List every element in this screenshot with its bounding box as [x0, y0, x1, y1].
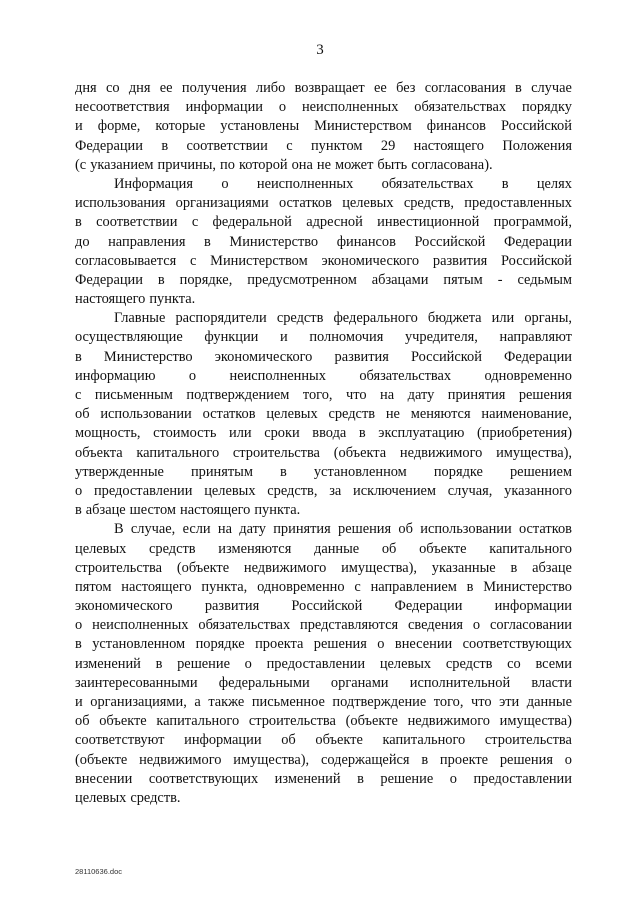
- text-line: информацию о неисполненных обязательствах одновременно: [75, 367, 572, 384]
- text-line: настоящего пункта.: [75, 291, 196, 308]
- text-line: соответствуют информации об объекте капитального строительства: [75, 732, 572, 749]
- text-line: Главные распорядители средств федерального бюджета или органы,: [114, 310, 572, 327]
- text-line: в Министерство экономического развития Российской Федерации: [75, 348, 572, 365]
- text-line: строительства (объекте недвижимого имущества), указанные в абзаце: [75, 559, 572, 576]
- text-line: в абзаце шестом настоящего пункта.: [75, 502, 301, 519]
- text-line: В случае, если на дату принятия решения об использовании остатков: [114, 521, 572, 538]
- text-line: целевых средств изменяются данные об объекте капитального: [75, 540, 572, 557]
- text-line: (с указанием причины, по которой она не может быть согласована).: [75, 156, 493, 173]
- text-line: о неисполненных обязательствах представляются сведения о согласовании: [75, 617, 572, 634]
- text-line: с письменным подтверждением того, что на дату принятия решения: [75, 387, 572, 403]
- text-line: об использовании остатков целевых средств не меняются наименование,: [75, 406, 572, 423]
- text-line: внесении соответствующих изменений в решение о предоставлении: [75, 770, 572, 787]
- text-line: о предоставлении целевых средств, за исключением случая, указанного: [75, 482, 572, 499]
- text-line: осуществляющие функции и полномочия учредителя, направляют: [75, 329, 572, 346]
- text-line: экономического развития Российской Федерации информации: [75, 598, 572, 615]
- text-line: объекта капитального строительства (объекта недвижимого имущества),: [75, 444, 572, 461]
- text-line: целевых средств.: [75, 789, 181, 806]
- text-line: изменений в решение о предоставлении целевых средств со всеми: [75, 655, 572, 672]
- text-line: использования организациями остатков целевых средств, предоставленных: [75, 195, 572, 212]
- text-line: пятом настоящего пункта, одновременно с направлением в Министерство: [75, 578, 572, 595]
- text-line: согласовывается с Министерством экономического развития Российской: [75, 252, 572, 269]
- text-line: Федерации в соответствии с пунктом 29 настоящего Положения: [75, 137, 572, 154]
- text-line: об объекте капитального строительства (объекте недвижимого имущества): [75, 713, 572, 730]
- text-line: до направления в Министерство финансов Российской Федерации: [75, 233, 572, 250]
- text-line: несоответствия информации о неисполненных обязательствах порядку: [75, 99, 572, 116]
- text-line: Информация о неисполненных обязательствах в целях: [114, 175, 572, 192]
- text-line: в установленном порядке проекта решения о внесении соответствующих: [75, 636, 572, 653]
- text-line: (объекте недвижимого имущества), содержащейся в проекте решения о: [75, 751, 572, 768]
- text-line: Федерации в порядке, предусмотренном абзацами пятым - седьмым: [75, 271, 572, 288]
- text-line: дня со дня ее получения либо возвращает ее без согласования в случае: [75, 80, 572, 96]
- document-code: 28110636.doc: [75, 867, 122, 876]
- text-line: утвержденные принятым в установленном порядке решением: [75, 463, 572, 480]
- text-line: заинтересованными федеральными органами исполнительной власти: [75, 674, 572, 691]
- body-text: [75, 79, 572, 808]
- text-line: в соответствии с федеральной адресной инвестиционной программой,: [75, 214, 572, 231]
- text-line: и форме, которые установлены Министерством финансов Российской: [75, 118, 572, 135]
- text-line: и организациями, а также письменное подтверждение того, что эти данные: [75, 694, 572, 710]
- text-line: мощность, стоимость или сроки ввода в эксплуатацию (приобретения): [75, 425, 572, 442]
- page-number: 3: [316, 42, 324, 58]
